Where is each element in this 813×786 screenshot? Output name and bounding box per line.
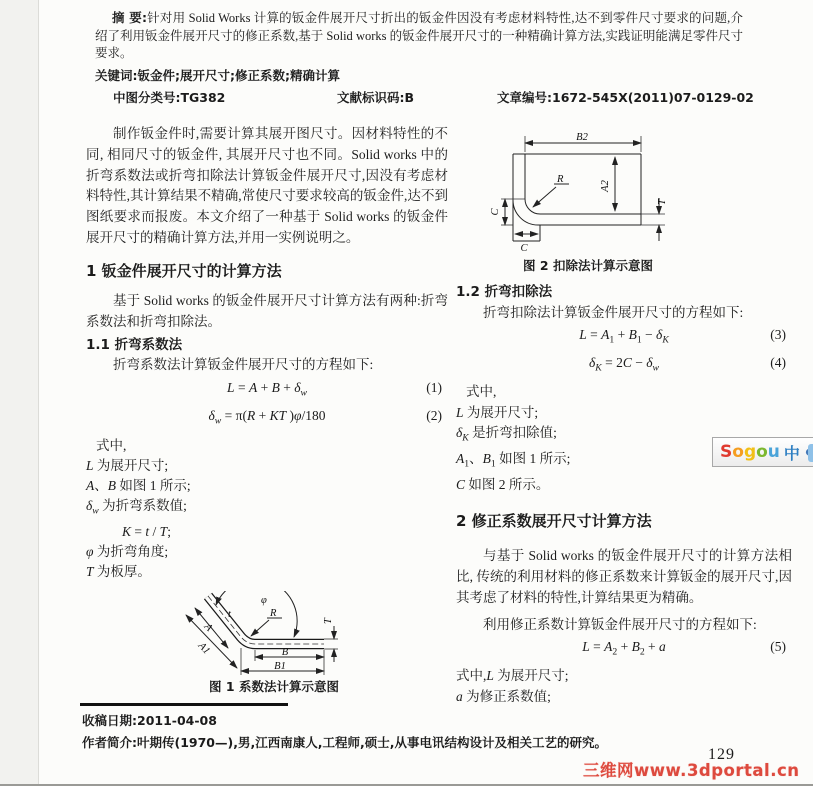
where-list-3: 式中,L 为展开尺寸; a 为修正系数值; (456, 668, 569, 704)
fig1-t-label: t (228, 608, 231, 620)
abstract-text: 摘 要:针对用 Solid Works 计算的钣金件展开尺寸折出的钣金件因没有考虑材料特性,达不到零件尺寸要求的问题,介绍了利用钣金件展开尺寸的修正系数,基于 Solid works 的钣金件展开尺寸的一种精确计算方法,实践证明能满足零件尺寸要求。 (95, 10, 743, 60)
equation-1: $L = A + B + \delta_w$ (1) (86, 377, 448, 404)
sogou-logo-letter: u (767, 441, 780, 462)
received-date: 收稿日期:2011-04-08 (82, 713, 217, 728)
section-2-lead: 利用修正系数计算钣金件展开尺寸的方程如下: (483, 616, 757, 632)
figure-1-caption: 图 1 系数法计算示意图 (209, 678, 339, 694)
fig2-B2-label: B2 (576, 132, 588, 143)
fig2-radius-label: R (557, 174, 564, 185)
equation-3: $L = A_1 + B_1 - \delta_K$ (3) (456, 324, 792, 351)
equation-4: $\delta_K = 2C - \delta_w$ (4) (456, 352, 792, 379)
equation-4-number: (4) (770, 354, 786, 370)
chinese-mode-indicator[interactable]: 中 (783, 443, 800, 463)
section-1-1-heading: 1.1 折弯系数法 (86, 337, 183, 354)
figure-2-drawing (458, 130, 708, 256)
left-column (86, 120, 448, 695)
section-2-heading: 2 修正系数展开尺寸计算方法 (456, 511, 652, 530)
fig1-A-label: A (201, 621, 215, 634)
equation-1-number: (1) (426, 380, 442, 396)
fig2-A2-label: A2 (600, 180, 611, 192)
figure-1-drawing (158, 591, 390, 677)
equation-2: $\delta_w = \pi(R$ + KT )φ/180 (2) (86, 405, 448, 432)
fig2-C-left-label: C (490, 208, 501, 216)
figure-1 (158, 591, 390, 695)
abstract-label: 摘 要: (112, 10, 147, 25)
fig1-A1-label: A1 (195, 640, 212, 657)
fig2-C-bottom-label: C (520, 243, 528, 254)
equation-2-number: (2) (426, 407, 442, 423)
fig1-B-label: B (281, 646, 289, 658)
fig1-angle-label: φ (261, 594, 267, 606)
fig2-T-label: T (657, 199, 668, 205)
fig1-radius-label: R (270, 607, 277, 619)
sogou-logo-letter: g (743, 441, 757, 462)
equation-5-number: (5) (770, 638, 786, 654)
where-list-1: 式中, L 为展开尺寸; A、B 如图 1 所示; $\delta_w$ 为折弯系数值; K = t / T; φ 为折弯角度; T 为板厚。 (86, 437, 191, 580)
scan-margin (0, 0, 39, 786)
article-id: 文章编号:1672-545X(2011)07-0129-02 (497, 90, 754, 105)
section-1-heading: 1 钣金件展开尺寸的计算方法 (86, 261, 282, 280)
sogou-logo-letter: o (756, 441, 768, 462)
section-1-1-lead: 折弯系数法计算钣金件展开尺寸的方程如下: (113, 357, 374, 373)
fig1-T-label: T (323, 617, 334, 624)
document-code: 文献标识码:B (337, 90, 415, 105)
figure-2 (458, 130, 718, 274)
equation-3-number: (3) (770, 327, 786, 342)
page-number: 129 (708, 746, 735, 763)
right-column (456, 130, 792, 707)
section-2-paragraph: 与基于 Solid works 的钣金件展开尺寸的计算方法相比, 传统的利用材料的修正系数来计算钣金的展开尺寸,因其考虑了材料的特性,计算结果更为精确。 (456, 547, 792, 605)
clc-number: 中图分类号:TG382 (113, 90, 226, 105)
keywords-label: 关键词: (95, 67, 138, 83)
keywords-line: 关键词:钣金件;展开尺寸;修正系数;精确计算 (95, 67, 340, 83)
intro-paragraph: 制作钣金件时,需要计算其展开图尺寸。因材料特性的不同, 相同尺寸的钣金件, 其展开尺寸也不同。Solid works 中的折弯系数法或折弯扣除法计算钣金件展开尺寸,因没有考虑材料特性,其计算结果不精确,常使尺寸要求较高的钣金件,达不到图纸要求而报废。本文介绍了一种基于 Solid works 的钣金件展开尺寸的精确计算方法,并用一实例说明之。 (86, 126, 448, 245)
equation-5: $L = A_2 + B_2 + a$ (5) (456, 636, 792, 663)
section-1-2-lead: 折弯扣除法计算钣金件展开尺寸的方程如下: (483, 305, 744, 320)
section-1-2-heading: 1.2 折弯扣除法 (456, 284, 553, 300)
fig1-B1-label: B1 (274, 660, 286, 672)
sogou-ime-toolbar[interactable] (712, 437, 813, 467)
watermark: 三维网www.3dportal.cn (583, 761, 800, 780)
section-1-paragraph: 基于 Solid works 的钣金件展开尺寸计算方法有两种:折弯系数法和折弯扣除法。 (86, 292, 448, 329)
abstract-block (95, 9, 743, 84)
sogou-logo-letter: S (720, 441, 733, 462)
footnote-rule (80, 703, 288, 706)
cut-off-icon[interactable] (808, 444, 813, 462)
sogou-logo-letter: o (732, 441, 744, 462)
figure-2-caption: 图 2 扣除法计算示意图 (523, 258, 653, 273)
author-bio: 作者简介:叶期传(1970—),男,江西南康人,工程师,硕士,从事电讯结构设计及相关工艺的研究。 (82, 735, 607, 750)
where-list-2: 式中, L 为展开尺寸; $\delta_K$ 是折弯扣除值; $A_1$、$B_1$ 如图 1 所示; C 如图 2 所示。 (456, 384, 571, 492)
